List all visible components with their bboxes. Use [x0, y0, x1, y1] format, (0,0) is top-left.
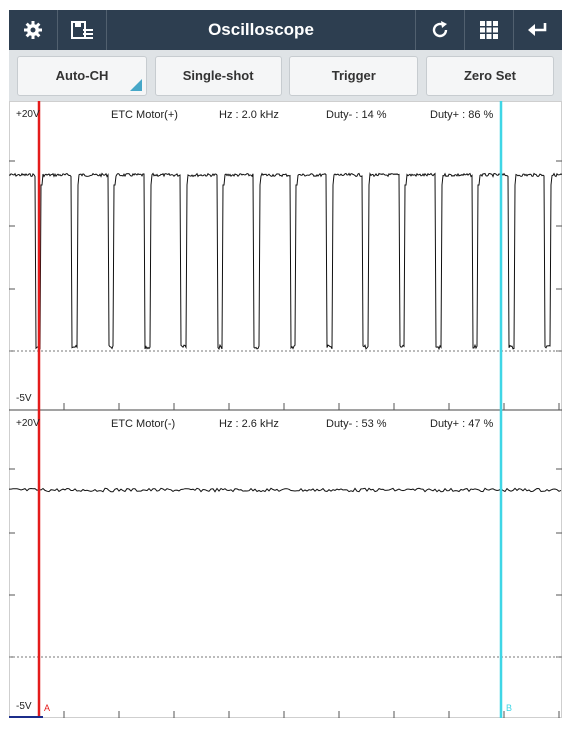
single-shot-label: Single-shot	[182, 68, 254, 83]
scope-display[interactable]	[9, 101, 562, 718]
ch2-vmin-label: -5V	[16, 701, 32, 712]
ch1-frequency: Hz : 2.0 kHz	[219, 109, 279, 121]
single-shot-button[interactable]	[155, 56, 282, 96]
ch2-vmax-label: +20V	[16, 418, 40, 429]
gear-icon	[23, 20, 43, 40]
page-title: Oscilloscope	[208, 20, 314, 39]
trigger-label: Trigger	[331, 68, 376, 83]
ch2-waveform	[9, 488, 561, 491]
grid-button[interactable]	[464, 10, 513, 50]
cursor-a-label: A	[44, 703, 51, 713]
scope-canvas	[9, 101, 562, 718]
ch1-vmax-label: +20V	[16, 109, 40, 120]
ch2-duty-minus: Duty- : 53 %	[326, 418, 387, 430]
trigger-button[interactable]	[289, 56, 418, 96]
cursor-b-label: B	[506, 703, 513, 713]
back-arrow-icon	[527, 20, 549, 40]
back-button[interactable]	[513, 10, 562, 50]
ch2-duty-plus: Duty+ : 47 %	[430, 418, 494, 430]
ch1-name: ETC Motor(+)	[111, 109, 178, 121]
ch1-duty-plus: Duty+ : 86 %	[430, 109, 494, 121]
settings-button[interactable]	[9, 10, 58, 50]
refresh-icon	[430, 20, 450, 40]
grid-icon	[480, 21, 498, 39]
save-button[interactable]	[58, 10, 107, 50]
ch2-name: ETC Motor(-)	[111, 418, 176, 430]
ch1-duty-minus: Duty- : 14 %	[326, 109, 387, 121]
toolbar	[9, 50, 562, 101]
save-list-icon	[70, 20, 94, 40]
zero-set-button[interactable]	[426, 56, 554, 96]
auto-ch-button[interactable]	[17, 56, 147, 96]
app-header	[9, 10, 562, 50]
auto-ch-label: Auto-CH	[55, 68, 109, 83]
refresh-button[interactable]	[415, 10, 464, 50]
dropdown-corner-icon	[130, 79, 142, 91]
ch1-vmin-label: -5V	[16, 393, 32, 404]
ch1-waveform	[9, 174, 562, 350]
axis-ticks	[9, 161, 562, 718]
zero-set-label: Zero Set	[463, 68, 516, 83]
ch2-frequency: Hz : 2.6 kHz	[219, 418, 279, 430]
